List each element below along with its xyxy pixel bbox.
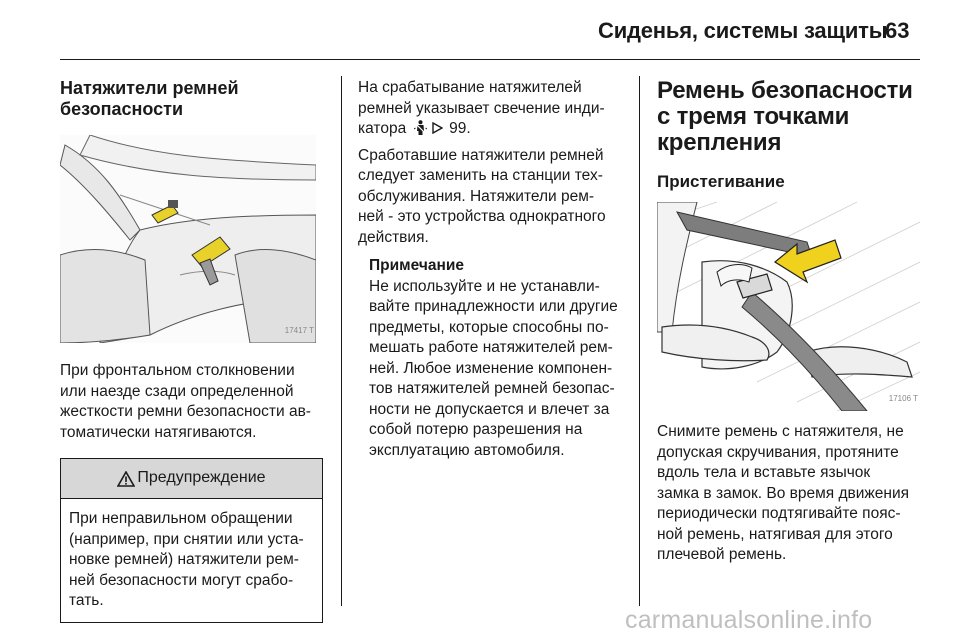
column-divider-2	[639, 76, 640, 606]
fastening-instructions: Снимите ремень с натяжителя, не допуская скручивания, протяните вдоль тела и вставьте язычок замка в замок. Во время движения периодически подтягивайте пояс- ной ремень, натягивая для этого плечевой ремень.	[657, 423, 910, 563]
indicator-paragraph	[358, 78, 628, 140]
section-heading-pretensioners: Натяжители ремней безопасности	[60, 78, 239, 119]
replacement-paragraph: Сработавшие натяжители ремней следует заменить на станции тех- обслуживания. Натяжители рем- ней - это устройства однократного действия.	[358, 146, 606, 246]
header-divider	[60, 59, 920, 60]
watermark: carmanualsonline.info	[625, 606, 873, 634]
column-divider-1	[341, 76, 342, 606]
figure-code: 17417 T	[284, 325, 314, 335]
belt-fastening-drawing	[657, 202, 920, 411]
indicator-text: На срабатывание натяжителей ремней указывает свечение инди- катора	[358, 79, 605, 137]
note-block	[358, 256, 628, 461]
indicator-page-ref: 99.	[449, 120, 471, 137]
left-column	[60, 78, 325, 623]
page-number: 63	[885, 18, 910, 43]
fastening-illustration	[657, 202, 920, 411]
note-title: Примечание	[369, 257, 464, 274]
warning-text: При неправильном обращении (например, при снятии или уста- новке ремней) натяжители рем- ней безопасности могут срабо- тать.	[69, 510, 304, 609]
middle-column	[358, 78, 628, 461]
subheading-fastening: Пристегивание	[657, 172, 785, 191]
figure-code: 17106 T	[888, 393, 918, 403]
seat-buckle-drawing	[60, 135, 316, 343]
section-heading-three-point-belt: Ремень безопасности с тремя точками крепления	[657, 77, 913, 156]
note-text: Не используйте и не устанавли- вайте принадлежности или другие предметы, которые способны по- мешать работе натяжителей рем- ней. Любое изменение компонен- тов натяжителей ремней безопас- ности не допускается и влечет за собой потерю разрешения на эксплуатацию автомобиля.	[369, 277, 618, 459]
pretensioner-illustration	[60, 135, 316, 343]
right-column	[657, 78, 922, 566]
warning-title: Предупреждение	[137, 469, 266, 487]
page-reference-arrow-icon	[432, 122, 443, 134]
pretensioner-description: При фронтальном столкновении или наезде сзади определенной жесткости ремни безопасности ав- томатически натягиваются.	[60, 362, 311, 441]
seatbelt-indicator-icon	[414, 120, 427, 135]
warning-box	[60, 458, 323, 623]
warning-header	[61, 459, 322, 499]
running-header-title: Сиденья, системы защиты	[598, 18, 888, 43]
warning-triangle-icon	[117, 471, 135, 487]
